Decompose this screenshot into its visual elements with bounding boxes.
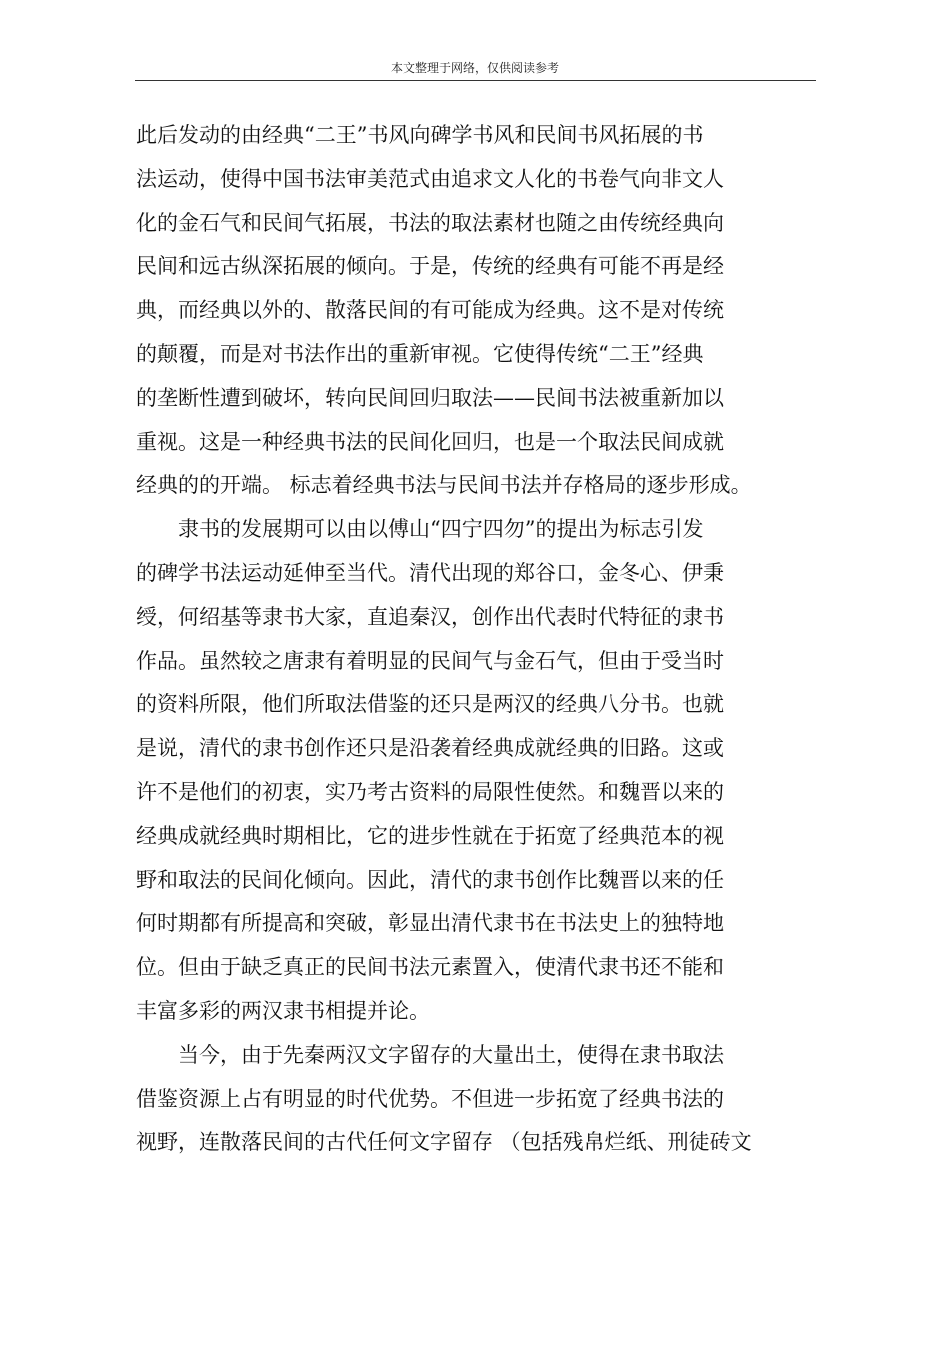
text-line: 隶书的发展期可以由以傅山“四宁四勿”的提出为标志引发 bbox=[178, 517, 704, 542]
text-line: 许不是他们的初衷，实乃考古资料的局限性使然。和魏晋以来的 bbox=[136, 779, 724, 804]
text-line: 作品。虽然较之唐隶有着明显的民间气与金石气，但由于受当时 bbox=[136, 648, 724, 673]
text-line: 丰富多彩的两汉隶书相提并论。 bbox=[136, 998, 430, 1023]
text-line: 借鉴资源上占有明显的时代优势。不但进一步拓宽了经典书法的 bbox=[136, 1086, 724, 1111]
text-line: 的垄断性遭到破坏，转向民间回归取法——民间书法被重新加以 bbox=[136, 385, 724, 410]
text-line: 民间和远古纵深拓展的倾向。于是，传统的经典有可能不再是经 bbox=[136, 254, 724, 279]
text-line: 重视。这是一种经典书法的民间化回归，也是一个取法民间成就 bbox=[136, 429, 724, 454]
text-line: 此后发动的由经典“二王”书风向碑学书风和民间书风拓展的书 bbox=[136, 123, 704, 147]
text-line: 绶，何绍基等隶书大家，直追秦汉，创作出代表时代特征的隶书 bbox=[136, 604, 724, 629]
text-line: 当今，由于先秦两汉文字留存的大量出土，使得在隶书取法 bbox=[178, 1042, 724, 1067]
text-line: 经典成就经典时期相比，它的进步性就在于拓宽了经典范本的视 bbox=[136, 823, 724, 848]
text-line: 经典的的开端。 标志着经典书法与民间书法并存格局的逐步形成。 bbox=[136, 473, 752, 498]
header-divider bbox=[135, 80, 816, 81]
text-line: 的颠覆，而是对书法作出的重新审视。它使得传统“二王”经典 bbox=[136, 341, 704, 366]
text-line: 是说，清代的隶书创作还只是沿袭着经典成就经典的旧路。这或 bbox=[136, 736, 724, 761]
text-line: 化的金石气和民间气拓展，书法的取法素材也随之由传统经典向 bbox=[136, 210, 724, 235]
page-header: 本文整理于网络，仅供阅读参考 bbox=[390, 61, 559, 75]
body-text bbox=[136, 114, 816, 1165]
text-line: 位。但由于缺乏真正的民间书法元素置入，使清代隶书还不能和 bbox=[136, 955, 724, 980]
text-line: 法运动，使得中国书法审美范式由追求文人化的书卷气向非文人 bbox=[136, 166, 724, 191]
text-line: 的资料所限，他们所取法借鉴的还只是两汉的经典八分书。也就 bbox=[136, 692, 724, 717]
text-line: 典，而经典以外的、散落民间的有可能成为经典。这不是对传统 bbox=[136, 298, 724, 323]
text-line: 野和取法的民间化倾向。因此，清代的隶书创作比魏晋以来的任 bbox=[136, 867, 724, 892]
text-line: 视野，连散落民间的古代任何文字留存 （包括残帛烂纸、刑徒砖文 bbox=[136, 1130, 752, 1155]
text-line: 何时期都有所提高和突破，彰显出清代隶书在书法史上的独特地 bbox=[136, 911, 724, 936]
text-line: 的碑学书法运动延伸至当代。清代出现的郑谷口，金冬心、伊秉 bbox=[136, 560, 724, 585]
